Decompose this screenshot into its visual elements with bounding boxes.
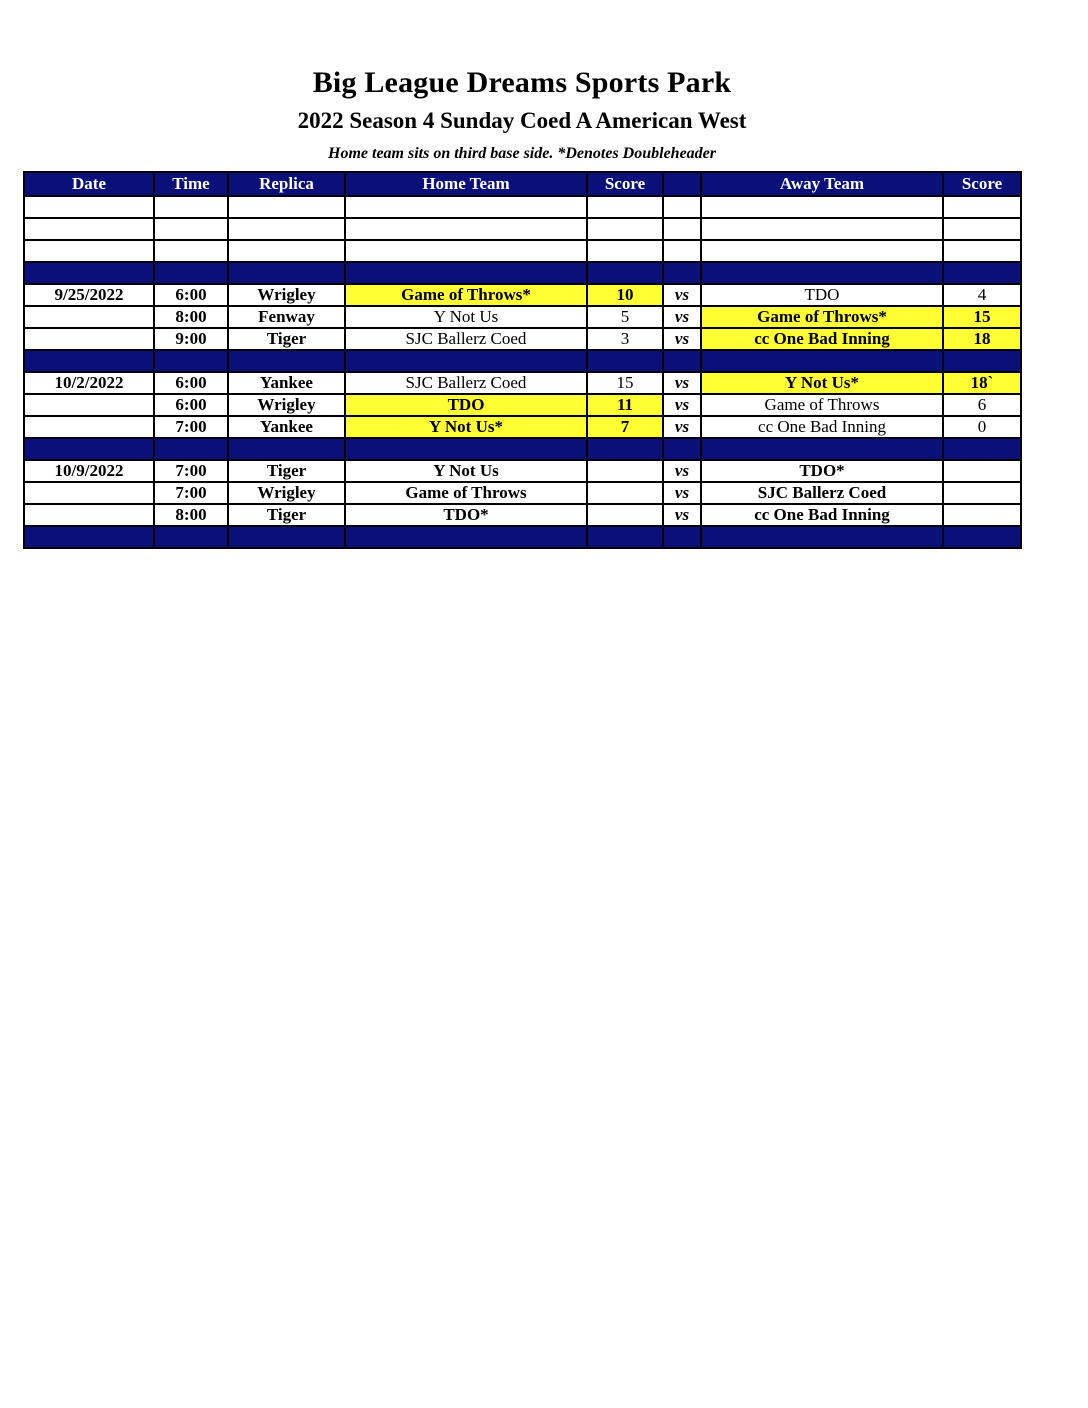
empty-cell — [701, 218, 943, 240]
away-score-cell: 6 — [943, 394, 1021, 416]
game-row — [24, 460, 1021, 482]
replica-cell: Wrigley — [228, 482, 345, 504]
empty-cell — [24, 196, 154, 218]
replica-cell: Tiger — [228, 328, 345, 350]
separator-row — [24, 526, 1021, 548]
separator-cell — [345, 262, 587, 284]
home-team-cell: Y Not Us* — [345, 416, 587, 438]
home-team-cell: Game of Throws — [345, 482, 587, 504]
game-row — [24, 482, 1021, 504]
empty-cell — [943, 196, 1021, 218]
separator-cell — [943, 350, 1021, 372]
away-team-cell: cc One Bad Inning — [701, 416, 943, 438]
separator-cell — [228, 526, 345, 548]
replica-cell: Yankee — [228, 372, 345, 394]
home-score-cell — [587, 460, 663, 482]
empty-cell — [154, 196, 228, 218]
vs-cell: vs — [663, 416, 701, 438]
time-cell: 7:00 — [154, 460, 228, 482]
away-team-cell: cc One Bad Inning — [701, 504, 943, 526]
empty-cell — [154, 240, 228, 262]
game-row — [24, 504, 1021, 526]
home-score-cell: 11 — [587, 394, 663, 416]
empty-row — [24, 196, 1021, 218]
empty-cell — [345, 240, 587, 262]
replica-cell: Yankee — [228, 416, 345, 438]
separator-cell — [701, 350, 943, 372]
vs-cell: vs — [663, 460, 701, 482]
empty-cell — [943, 218, 1021, 240]
home-team-cell: TDO — [345, 394, 587, 416]
time-cell: 9:00 — [154, 328, 228, 350]
replica-cell: Fenway — [228, 306, 345, 328]
separator-cell — [663, 526, 701, 548]
empty-cell — [701, 240, 943, 262]
away-team-header: Away Team — [701, 172, 943, 196]
separator-cell — [587, 350, 663, 372]
empty-cell — [228, 218, 345, 240]
vs-cell: vs — [663, 504, 701, 526]
game-row — [24, 328, 1021, 350]
away-team-cell: cc One Bad Inning — [701, 328, 943, 350]
vs-cell: vs — [663, 394, 701, 416]
home-team-cell: SJC Ballerz Coed — [345, 372, 587, 394]
separator-cell — [24, 438, 154, 460]
game-row — [24, 372, 1021, 394]
time-cell: 6:00 — [154, 372, 228, 394]
game-row — [24, 306, 1021, 328]
separator-cell — [587, 526, 663, 548]
home-team-cell: TDO* — [345, 504, 587, 526]
away-team-cell: TDO — [701, 284, 943, 306]
separator-cell — [154, 438, 228, 460]
vs-cell: vs — [663, 328, 701, 350]
separator-cell — [701, 526, 943, 548]
time-cell: 7:00 — [154, 416, 228, 438]
separator-cell — [663, 438, 701, 460]
empty-cell — [228, 240, 345, 262]
separator-cell — [701, 438, 943, 460]
separator-cell — [345, 350, 587, 372]
time-cell: 7:00 — [154, 482, 228, 504]
separator-cell — [228, 262, 345, 284]
home-team-cell: Y Not Us — [345, 460, 587, 482]
empty-cell — [663, 196, 701, 218]
empty-cell — [943, 240, 1021, 262]
replica-cell: Tiger — [228, 460, 345, 482]
away-score-cell — [943, 482, 1021, 504]
date-cell: 9/25/2022 — [24, 284, 154, 306]
separator-cell — [943, 526, 1021, 548]
separator-row — [24, 350, 1021, 372]
empty-cell — [24, 218, 154, 240]
home-score-cell — [587, 504, 663, 526]
separator-cell — [228, 438, 345, 460]
schedule-table — [23, 171, 1022, 549]
empty-row — [24, 240, 1021, 262]
away-team-cell: Game of Throws* — [701, 306, 943, 328]
separator-cell — [943, 262, 1021, 284]
away-team-cell: TDO* — [701, 460, 943, 482]
empty-row — [24, 218, 1021, 240]
home-score-cell: 15 — [587, 372, 663, 394]
separator-cell — [154, 350, 228, 372]
away-team-cell: Y Not Us* — [701, 372, 943, 394]
home-score-cell: 5 — [587, 306, 663, 328]
replica-cell: Wrigley — [228, 284, 345, 306]
home-score-header: Score — [587, 172, 663, 196]
empty-cell — [228, 196, 345, 218]
empty-cell — [345, 218, 587, 240]
separator-cell — [943, 438, 1021, 460]
page-title: Big League Dreams Sports Park — [312, 66, 732, 99]
away-score-cell — [943, 460, 1021, 482]
home-team-cell: Game of Throws* — [345, 284, 587, 306]
separator-cell — [345, 438, 587, 460]
date-cell — [24, 416, 154, 438]
vs-cell: vs — [663, 284, 701, 306]
away-score-cell: 18 — [943, 328, 1021, 350]
time-cell: 8:00 — [154, 306, 228, 328]
vs-cell: vs — [663, 372, 701, 394]
separator-cell — [701, 262, 943, 284]
vs-header — [663, 172, 701, 196]
empty-cell — [24, 240, 154, 262]
home-team-cell: Y Not Us — [345, 306, 587, 328]
separator-cell — [587, 438, 663, 460]
away-team-cell: SJC Ballerz Coed — [701, 482, 943, 504]
home-score-cell: 3 — [587, 328, 663, 350]
time-cell: 6:00 — [154, 394, 228, 416]
away-score-cell: 18` — [943, 372, 1021, 394]
separator-row — [24, 438, 1021, 460]
separator-cell — [663, 262, 701, 284]
date-cell — [24, 504, 154, 526]
away-score-cell: 0 — [943, 416, 1021, 438]
game-row — [24, 416, 1021, 438]
away-score-cell: 4 — [943, 284, 1021, 306]
separator-cell — [228, 350, 345, 372]
empty-cell — [587, 240, 663, 262]
away-score-header: Score — [943, 172, 1021, 196]
separator-cell — [345, 526, 587, 548]
away-score-cell — [943, 504, 1021, 526]
separator-cell — [663, 350, 701, 372]
separator-cell — [24, 350, 154, 372]
empty-cell — [701, 196, 943, 218]
home-team-header: Home Team — [345, 172, 587, 196]
doubleheader-note: Home team sits on third base side. *Denotes Doubleheader — [328, 145, 716, 162]
away-team-cell: Game of Throws — [701, 394, 943, 416]
home-score-cell: 7 — [587, 416, 663, 438]
away-score-cell: 15 — [943, 306, 1021, 328]
time-header: Time — [154, 172, 228, 196]
time-cell: 6:00 — [154, 284, 228, 306]
empty-cell — [587, 196, 663, 218]
date-cell — [24, 328, 154, 350]
schedule-body — [24, 196, 1021, 548]
header-row — [24, 172, 1021, 196]
date-cell — [24, 394, 154, 416]
vs-cell: vs — [663, 482, 701, 504]
empty-cell — [154, 218, 228, 240]
home-score-cell — [587, 482, 663, 504]
game-row — [24, 394, 1021, 416]
game-row — [24, 284, 1021, 306]
replica-cell: Tiger — [228, 504, 345, 526]
empty-cell — [345, 196, 587, 218]
home-score-cell: 10 — [587, 284, 663, 306]
time-cell: 8:00 — [154, 504, 228, 526]
date-cell: 10/2/2022 — [24, 372, 154, 394]
empty-cell — [663, 240, 701, 262]
date-header: Date — [24, 172, 154, 196]
separator-row — [24, 262, 1021, 284]
home-team-cell: SJC Ballerz Coed — [345, 328, 587, 350]
vs-cell: vs — [663, 306, 701, 328]
separator-cell — [24, 262, 154, 284]
separator-cell — [154, 262, 228, 284]
replica-header: Replica — [228, 172, 345, 196]
separator-cell — [24, 526, 154, 548]
empty-cell — [587, 218, 663, 240]
empty-cell — [663, 218, 701, 240]
page-subtitle: 2022 Season 4 Sunday Coed A American West — [297, 108, 747, 133]
date-cell — [24, 306, 154, 328]
date-cell — [24, 482, 154, 504]
separator-cell — [587, 262, 663, 284]
separator-cell — [154, 526, 228, 548]
replica-cell: Wrigley — [228, 394, 345, 416]
date-cell: 10/9/2022 — [24, 460, 154, 482]
